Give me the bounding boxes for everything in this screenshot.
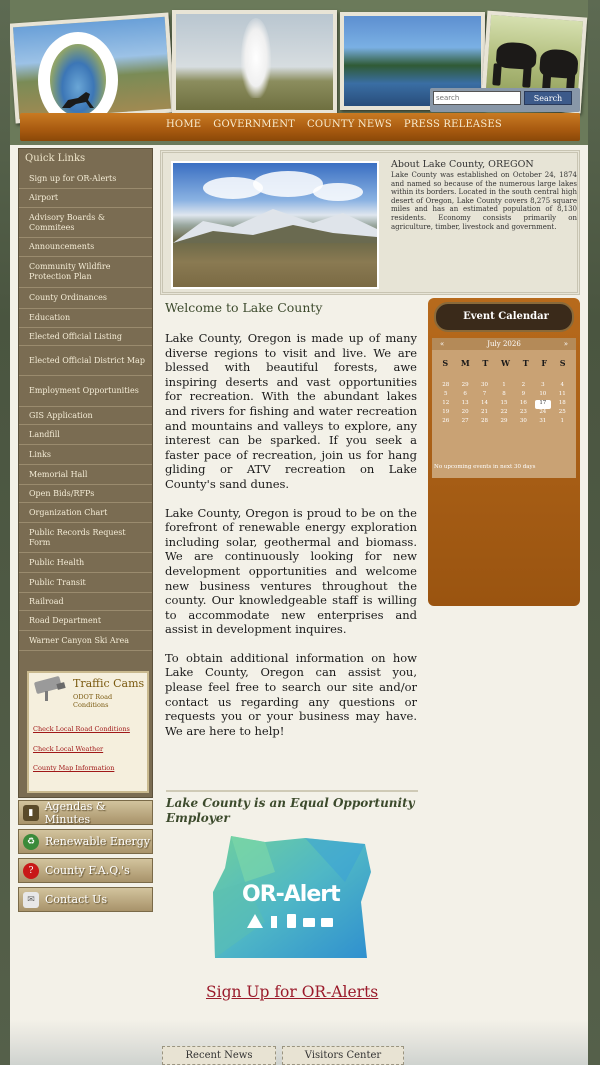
calendar-day[interactable]: 13 bbox=[461, 400, 469, 406]
main-nav bbox=[20, 113, 580, 141]
weekday-thu: T bbox=[522, 358, 529, 368]
calendar-day[interactable]: 20 bbox=[461, 409, 469, 415]
event-calendar-header bbox=[434, 302, 574, 332]
calendar-next-button[interactable]: » bbox=[563, 340, 568, 348]
quick-links-sidebar bbox=[18, 148, 153, 798]
calendar-day[interactable]: 4 bbox=[560, 382, 564, 388]
calendar-day[interactable]: 26 bbox=[442, 418, 450, 424]
intro-paragraph-2: Lake County, Oregon is proud to be on the forefront of renewable energy exploration including solar, geothermal and biomass. We are continuously looking for new development opportunities and welcome new business ventures throughout the county. Our knowledgeable staff is willing to accommodate new enterprises and assist in development inquires. bbox=[165, 505, 417, 637]
quick-link-or-alerts[interactable]: Sign up for OR-Alerts bbox=[19, 169, 152, 189]
footer-tab-recent-news[interactable]: Recent News bbox=[162, 1046, 276, 1065]
calendar-day[interactable]: 22 bbox=[500, 409, 508, 415]
quick-link-ski-area[interactable]: Warner Canyon Ski Area bbox=[19, 631, 152, 651]
quick-link-wildfire-plan[interactable]: Community Wildfire Protection Plan bbox=[19, 257, 152, 288]
calendar-day[interactable]: 10 bbox=[539, 391, 547, 397]
quick-link-links[interactable]: Links bbox=[19, 445, 152, 465]
calendar-day[interactable]: 29 bbox=[500, 418, 508, 424]
quick-link-gis[interactable]: GIS Application bbox=[19, 407, 152, 425]
calendar-no-events-note: No upcoming events in next 30 days bbox=[434, 464, 536, 470]
county-map-link[interactable]: County Map Information bbox=[33, 764, 115, 772]
weekday-sat: S bbox=[559, 358, 566, 368]
about-box bbox=[160, 150, 580, 295]
calendar-week-row bbox=[432, 382, 576, 391]
county-faq-button[interactable] bbox=[18, 858, 153, 883]
sidebar-buttons bbox=[18, 800, 153, 916]
nav-press-releases[interactable]: PRESS RELEASES bbox=[403, 119, 502, 130]
calendar-day[interactable]: 29 bbox=[461, 382, 469, 388]
event-calendar bbox=[428, 298, 580, 606]
calendar-day[interactable]: 3 bbox=[541, 382, 545, 388]
weekday-mon: M bbox=[460, 358, 470, 368]
nav-county-news[interactable]: COUNTY NEWS bbox=[307, 119, 392, 130]
contact-us-label: Contact Us bbox=[45, 893, 108, 906]
book-icon: ▮ bbox=[23, 805, 39, 821]
calendar-day[interactable]: 17 bbox=[535, 400, 551, 409]
recycle-icon: ♻ bbox=[23, 834, 39, 850]
calendar-day[interactable]: 11 bbox=[558, 391, 566, 397]
quick-link-employment[interactable]: Employment Opportunities bbox=[19, 376, 152, 407]
calendar-week-row bbox=[432, 418, 576, 427]
quick-link-district-map[interactable]: Elected Official District Map bbox=[19, 346, 152, 376]
calendar-day[interactable]: 7 bbox=[482, 391, 487, 397]
local-weather-link[interactable]: Check Local Weather bbox=[33, 745, 104, 753]
welcome-title: Welcome to Lake County bbox=[165, 300, 323, 315]
calendar-day[interactable]: 18 bbox=[558, 400, 566, 406]
calendar-grid bbox=[432, 338, 576, 478]
search-input[interactable] bbox=[433, 91, 521, 105]
equal-opportunity-notice: Lake County is an Equal Opportunity Employer bbox=[166, 790, 418, 826]
renewable-energy-button[interactable] bbox=[18, 829, 153, 854]
quick-link-education[interactable]: Education bbox=[19, 309, 152, 328]
quick-link-advisory-boards[interactable]: Advisory Boards & Commitees bbox=[19, 208, 152, 238]
calendar-day[interactable]: 15 bbox=[500, 400, 508, 406]
county-faq-label: County F.A.Q.'s bbox=[45, 864, 130, 877]
intro-paragraph-3: To obtain additional information on how Lake County, Oregon can assist you, please feel free to search our site and/or contact us regarding any questions or requests you or your business may have. We are here to help! bbox=[165, 650, 417, 738]
quick-link-road-department[interactable]: Road Department bbox=[19, 611, 152, 631]
calendar-day[interactable]: 1 bbox=[560, 418, 564, 424]
intro-paragraph-1: Lake County, Oregon is made up of many diverse regions to visit and live. We are blessed with beautiful forests, awe inspiring deserts and vast opportunities for recreation. With the abundant lakes and rivers for fishing and water recreation and mountains and valleys to explore, any interest can be sparked. If you seek a faster pace of recreation, join us for hang gliding or ATV recreation on Lake County's sand dunes. bbox=[165, 331, 417, 491]
calendar-week-row bbox=[432, 391, 576, 400]
quick-link-ordinances[interactable]: County Ordinances bbox=[19, 288, 152, 309]
calendar-day[interactable]: 19 bbox=[442, 409, 450, 415]
about-text: Lake County was established on October 24, 1874 and named so because of the numerous large lakes within its borders. Located in the south central high desert of Oregon, Lake County covers 8,275 square miles and has an estimated population of 8,130 residents. Economy consists primarily on agriculture, timber, livestock and government. bbox=[391, 171, 577, 231]
calendar-weekdays bbox=[432, 350, 576, 382]
footer-tab-visitors-center[interactable]: Visitors Center bbox=[282, 1046, 404, 1065]
weekday-sun: S bbox=[442, 358, 449, 368]
calendar-week-row bbox=[432, 409, 576, 418]
calendar-day[interactable]: 1 bbox=[502, 382, 506, 388]
traffic-cams-subtitle[interactable]: ODOT Road Conditions bbox=[73, 693, 113, 709]
calendar-month-bar bbox=[432, 338, 576, 350]
weekday-tue: T bbox=[482, 358, 489, 368]
nav-home[interactable]: HOME bbox=[166, 119, 202, 130]
featured-landscape-photo bbox=[171, 161, 379, 289]
event-calendar-title: Event Calendar bbox=[463, 311, 549, 322]
search-button[interactable]: Search bbox=[524, 91, 572, 105]
contact-us-button[interactable] bbox=[18, 887, 153, 912]
calendar-day[interactable]: 8 bbox=[502, 391, 506, 397]
search-box bbox=[430, 88, 580, 112]
quick-links-list bbox=[19, 169, 152, 651]
quick-link-open-bids[interactable]: Open Bids/RFPs bbox=[19, 485, 152, 503]
agendas-minutes-label: Agendas & Minutes bbox=[44, 799, 106, 826]
calendar-day[interactable]: 28 bbox=[442, 382, 450, 388]
traffic-cams-box bbox=[27, 671, 149, 793]
calendar-day[interactable]: 16 bbox=[519, 400, 527, 406]
calendar-day[interactable]: 21 bbox=[481, 409, 489, 415]
quick-link-public-transit[interactable]: Public Transit bbox=[19, 573, 152, 593]
weekday-wed: W bbox=[501, 358, 511, 368]
or-alert-logo-text: OR-Alert bbox=[242, 882, 340, 907]
calendar-month-label: July 2026 bbox=[487, 340, 521, 348]
page bbox=[10, 0, 588, 1065]
calendar-day[interactable]: 28 bbox=[481, 418, 489, 424]
calendar-day[interactable]: 14 bbox=[481, 400, 489, 406]
quick-link-memorial-hall[interactable]: Memorial Hall bbox=[19, 465, 152, 485]
calendar-day[interactable]: 2 bbox=[521, 382, 526, 388]
or-alert-signup-link[interactable]: Sign Up for OR-Alerts bbox=[206, 983, 379, 1001]
faq-icon: ? bbox=[23, 863, 39, 879]
nav-government[interactable]: GOVERNMENT bbox=[213, 119, 296, 130]
quick-link-org-chart[interactable]: Organization Chart bbox=[19, 503, 152, 523]
calendar-day[interactable]: 12 bbox=[442, 400, 450, 406]
calendar-day[interactable]: 30 bbox=[519, 418, 527, 424]
quick-link-railroad[interactable]: Railroad bbox=[19, 593, 152, 611]
quick-link-airport[interactable]: Airport bbox=[19, 189, 152, 208]
camera-icon[interactable] bbox=[31, 675, 71, 703]
calendar-prev-button[interactable]: « bbox=[440, 340, 445, 348]
about-title: About Lake County, OREGON bbox=[391, 159, 534, 170]
traffic-cams-title[interactable]: Traffic Cams bbox=[73, 677, 145, 690]
weekday-fri: F bbox=[541, 358, 548, 368]
calendar-day[interactable]: 27 bbox=[461, 418, 469, 424]
calendar-week-row bbox=[432, 400, 576, 409]
renewable-energy-label: Renewable Energy bbox=[45, 835, 151, 848]
calendar-day[interactable]: 23 bbox=[519, 409, 527, 415]
quick-link-landfill[interactable]: Landfill bbox=[19, 425, 152, 445]
calendar-day[interactable]: 9 bbox=[521, 391, 526, 397]
quick-link-public-health[interactable]: Public Health bbox=[19, 553, 152, 573]
quick-link-announcements[interactable]: Announcements bbox=[19, 238, 152, 257]
calendar-day[interactable]: 5 bbox=[443, 391, 448, 397]
header-photo-geyser bbox=[172, 10, 337, 114]
quick-link-records-request[interactable]: Public Records Request Form bbox=[19, 523, 152, 553]
road-conditions-link[interactable]: Check Local Road Conditions bbox=[33, 725, 130, 733]
envelope-icon: ✉ bbox=[23, 892, 39, 908]
quick-link-elected-listing[interactable]: Elected Official Listing bbox=[19, 328, 152, 346]
calendar-weeks bbox=[432, 382, 576, 427]
calendar-day[interactable]: 25 bbox=[558, 409, 566, 415]
agendas-minutes-button[interactable] bbox=[18, 800, 153, 825]
quick-links-title: Quick Links bbox=[25, 153, 86, 164]
calendar-day[interactable]: 24 bbox=[539, 409, 547, 415]
calendar-day[interactable]: 6 bbox=[463, 391, 467, 397]
main-content bbox=[165, 298, 417, 752]
calendar-day[interactable]: 31 bbox=[539, 418, 547, 424]
calendar-day[interactable]: 30 bbox=[481, 382, 489, 388]
header bbox=[10, 0, 588, 145]
